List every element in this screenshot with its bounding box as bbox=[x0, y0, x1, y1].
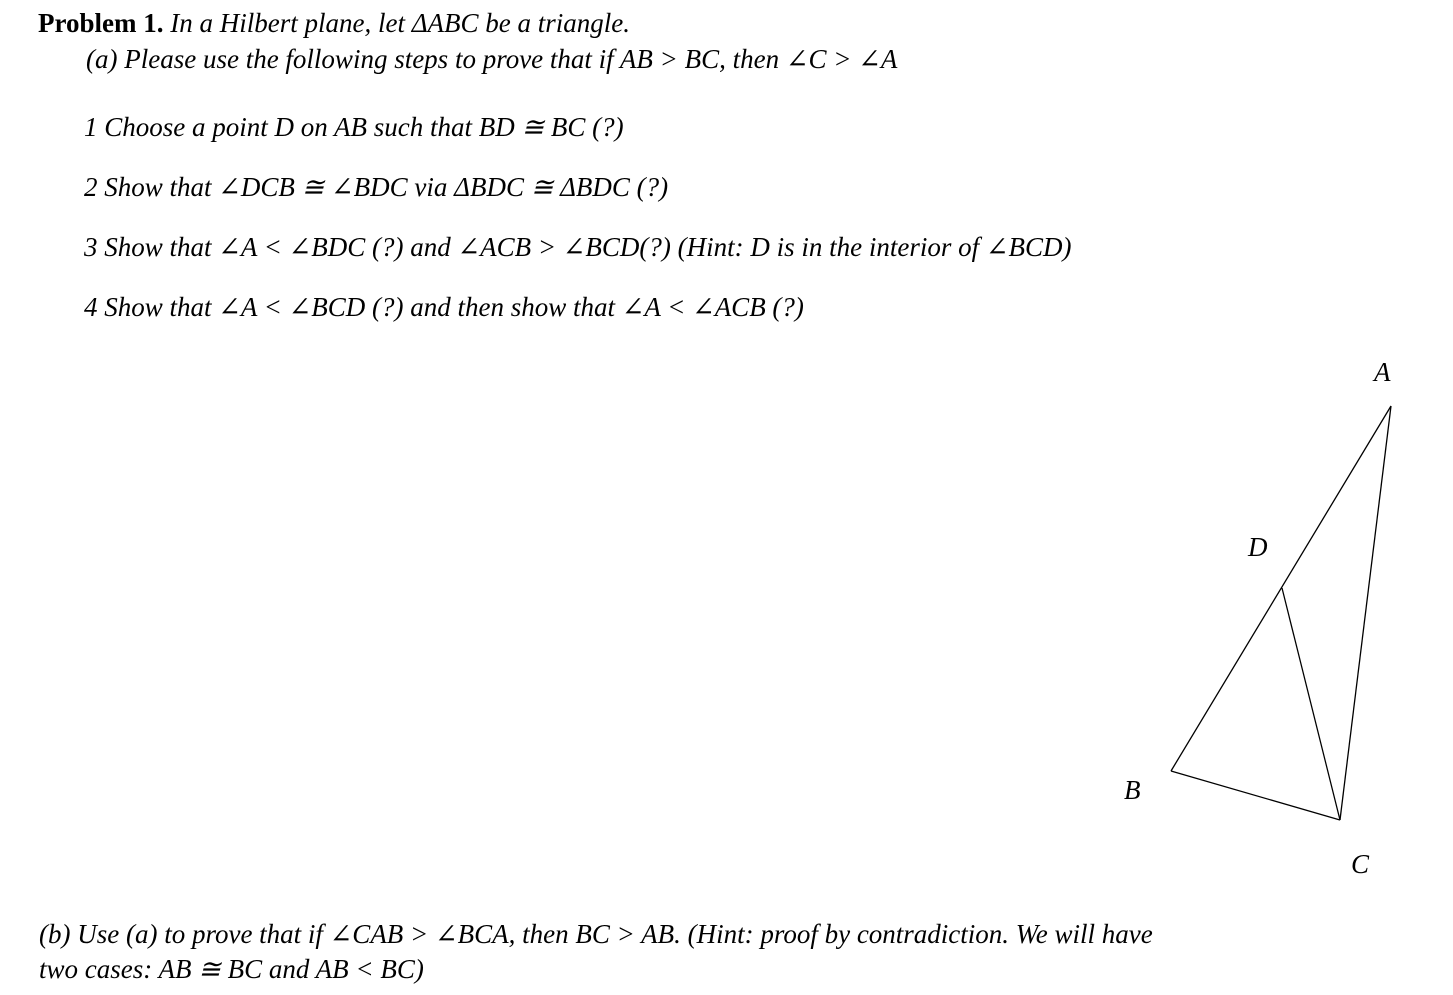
step-3: 3 Show that ∠A < ∠BDC (?) and ∠ACB > ∠BCD(?) (Hint: D is in the interior of ∠BCD) bbox=[84, 232, 1072, 262]
segment-ab bbox=[1171, 406, 1391, 771]
label-point-d: D bbox=[1248, 532, 1268, 562]
label-point-a: A bbox=[1374, 357, 1391, 387]
part-b-line-2: two cases: AB ≅ BC and AB < BC) bbox=[39, 954, 424, 984]
step-4: 4 Show that ∠A < ∠BCD (?) and then show that ∠A < ∠ACB (?) bbox=[84, 292, 804, 322]
part-b-line-1: (b) Use (a) to prove that if ∠CAB > ∠BCA, then BC > AB. (Hint: proof by contradiction. We will have bbox=[39, 919, 1153, 949]
label-point-b: B bbox=[1124, 775, 1141, 805]
segment-ac bbox=[1340, 406, 1391, 820]
label-point-c: C bbox=[1351, 849, 1370, 879]
problem-statement: In a Hilbert plane, let ΔABC be a triangle. bbox=[170, 8, 631, 38]
segment-bc bbox=[1171, 771, 1340, 820]
segment-dc bbox=[1282, 588, 1340, 820]
step-1: 1 Choose a point D on AB such that BD ≅ BC (?) bbox=[84, 112, 624, 142]
problem-number: Problem 1. bbox=[38, 8, 164, 38]
part-a-prompt: (a) Please use the following steps to prove that if AB > BC, then ∠C > ∠A bbox=[86, 44, 898, 74]
step-2: 2 Show that ∠DCB ≅ ∠BDC via ΔBDC ≅ ΔBDC (?) bbox=[84, 172, 669, 202]
problem-heading bbox=[38, 10, 630, 37]
